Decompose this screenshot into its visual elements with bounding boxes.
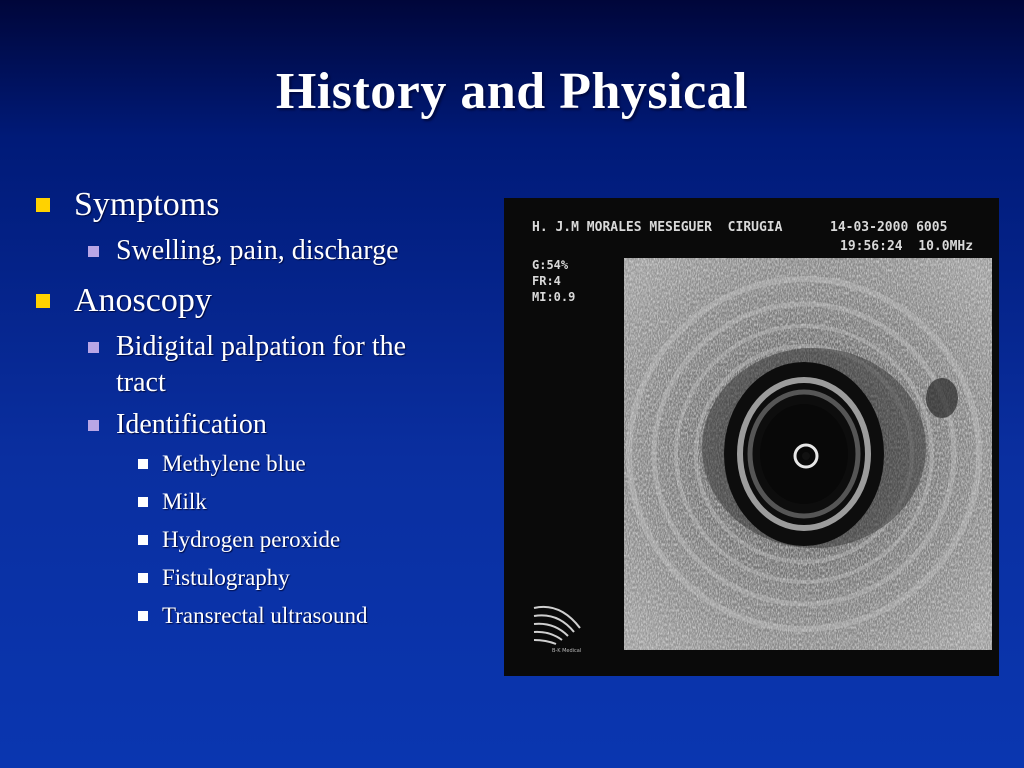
bullet-fistulography: [138, 563, 486, 592]
bullet-bidigital: [88, 329, 486, 401]
ultrasound-image: [504, 198, 999, 676]
bullet-text: Fistulography: [162, 565, 290, 590]
ultrasound-param-gain: G:54%: [532, 258, 569, 272]
bullet-text: Swelling, pain, discharge: [116, 235, 399, 266]
bullet-square-icon: [138, 573, 148, 583]
bullet-text-line2: tract: [116, 367, 166, 398]
bullet-square-icon: [36, 198, 50, 212]
bullet-text: Transrectal ultrasound: [162, 603, 368, 628]
ultrasound-param-mi: MI:0.9: [532, 290, 576, 304]
bullet-text: [116, 329, 406, 401]
bullet-square-icon: [138, 535, 148, 545]
bullet-anoscopy: [36, 281, 486, 321]
bullet-hydrogen-peroxide: [138, 525, 486, 554]
probe-icon: [530, 594, 590, 654]
bullet-milk: [138, 487, 486, 516]
bullet-text: Methylene blue: [162, 451, 306, 476]
ultrasound-corner-mark: 8: [974, 621, 982, 635]
ultrasound-header-date: 14-03-2000 6005: [830, 220, 948, 235]
bullet-square-icon: [36, 294, 50, 308]
ultrasound-param-fr: FR:4: [532, 274, 561, 288]
bullet-square-icon: [138, 497, 148, 507]
bullet-square-icon: [138, 459, 148, 469]
slide-title: History and Physical: [275, 63, 749, 120]
ultrasound-header-left: H. J.M MORALES MESEGUER CIRUGIA: [532, 220, 783, 235]
bullet-text: Hydrogen peroxide: [162, 527, 341, 552]
bullet-square-icon: [138, 611, 148, 621]
bullet-identification: [88, 407, 486, 443]
bullet-text: Milk: [162, 489, 207, 514]
bullet-square-icon: [88, 246, 99, 257]
bullet-transrectal-ultrasound: [138, 601, 486, 630]
bullet-text: Symptoms: [74, 186, 220, 223]
ultrasound-scan: [624, 258, 992, 650]
ultrasound-header-time: 19:56:24 10.0MHz: [840, 239, 974, 254]
bullet-swelling: [88, 233, 486, 269]
bullet-text: Identification: [116, 409, 267, 440]
bullet-symptoms: [36, 185, 486, 225]
probe-label: B-K Medical: [552, 648, 582, 654]
bullet-text-line1: Bidigital palpation for the: [116, 331, 407, 362]
bullet-text: Anoscopy: [74, 282, 212, 319]
bullet-methylene-blue: [138, 449, 486, 478]
bullet-square-icon: [88, 420, 99, 431]
bullet-square-icon: [88, 342, 99, 353]
bullet-list: [36, 185, 486, 639]
